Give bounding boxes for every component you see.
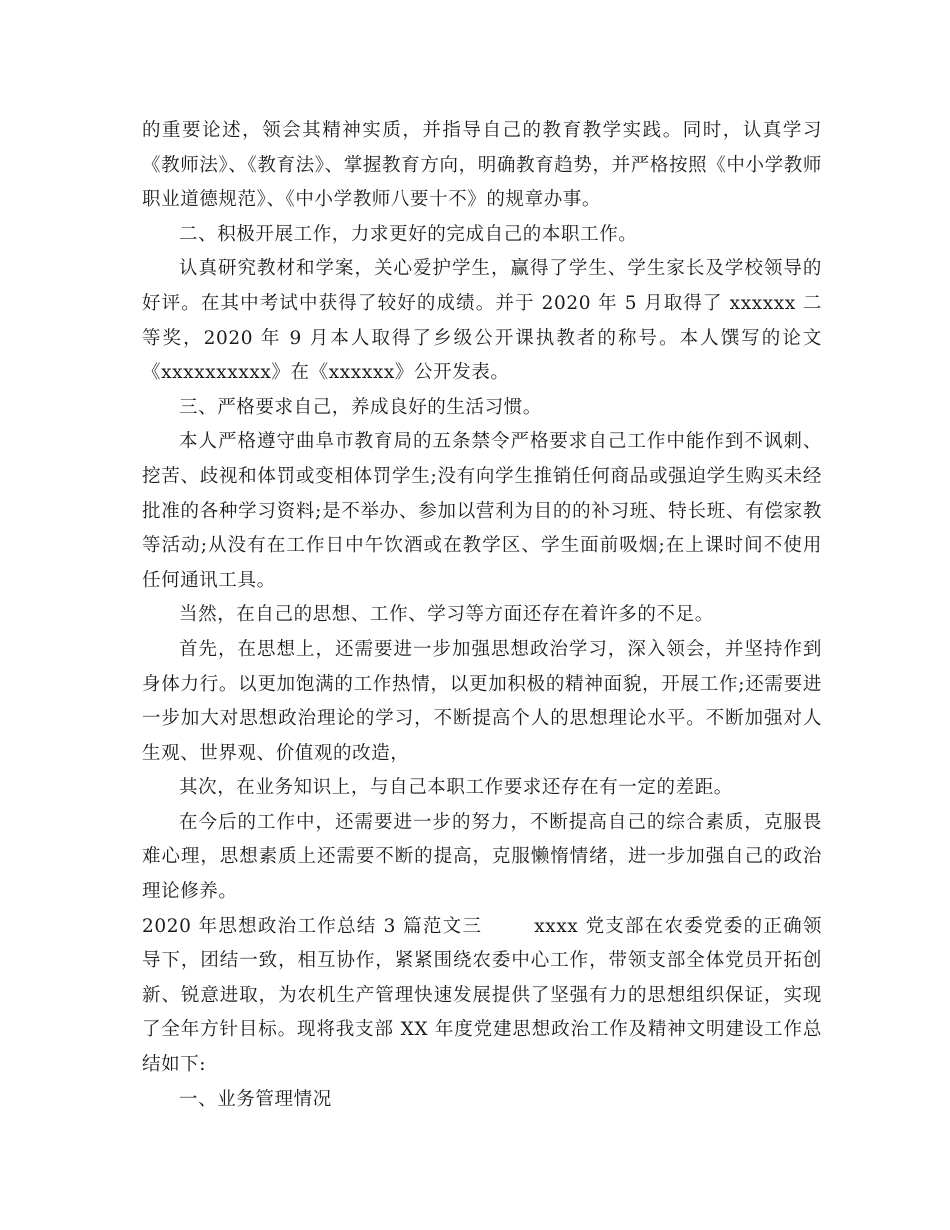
section-heading-two: 二、积极开展工作，力求更好的完成自己的本职工作。 (179, 223, 638, 245)
article-opening: xxxx 党支部在农委党委的正确领导下，团结一致，相互协作，紧紧围绕农委中心工作，带领支部全体党员开拓创新、锐意进取，为农机生产管理快速发展提供了坚强有力的思想组织保证，实现了全年方针目标。现将我支部 XX 年度党建思想政治工作及精神文明建设工作总结如下: (142, 915, 822, 1076)
section-heading-three: 三、严格要求自己，养成良好的生活习惯。 (179, 396, 542, 418)
paragraph-article-three (142, 910, 822, 1083)
section-heading-business: 一、业务管理情况 (179, 1088, 332, 1110)
paragraph-shortcomings: 当然，在自己的思想、工作、学习等方面还存在着许多的不足。 (179, 604, 714, 626)
article-title: 2020 年思想政治工作总结 3 篇范文三 (142, 915, 483, 937)
paragraph-second-point: 其次，在业务知识上，与自己本职工作要求还存在有一定的差距。 (179, 777, 733, 799)
paragraph-achievements: 认真研究教材和学案，关心爱护学生，赢得了学生、学生家长及学校领导的好评。在其中考试中获得了较好的成绩。并于 2020 年 5 月取得了 xxxxxx 二等奖，2020 年 9 月本人取得了乡级公开课执教者的称号。本人馔写的论文《xxxxxxxxxx》在《xxxxxx》公开发表。 (142, 258, 822, 384)
paragraph-intro-continuation: 的重要论述，领会其精神实质，并指导自己的教育教学实践。同时，认真学习《教师法》、《教育法》、掌握教育方向，明确教育趋势，并严格按照《中小学教师职业道德规范》、《中小学教师八要十不》的规章办事。 (142, 120, 822, 211)
document-body (142, 114, 822, 1117)
paragraph-first-point: 首先，在思想上，还需要进一步加强思想政治学习，深入领会，并坚持作到身体力行。以更加饱满的工作热情，以更加积极的精神面貌，开展工作;还需要进一步加大对思想政治理论的学习，不断提高个人的思想理论水平。不断加强对人生观、世界观、价值观的改造， (142, 638, 822, 764)
paragraph-future-work: 在今后的工作中，还需要进一步的努力，不断提高自己的综合素质，克服畏难心理，思想素质上还需要不断的提高，克服懒惰情绪，进一步加强自己的政治理论修养。 (142, 811, 822, 903)
paragraph-discipline: 本人严格遵守曲阜市教育局的五条禁令严格要求自己工作中能作到不讽刺、挖苦、歧视和体罚或变相体罚学生;没有向学生推销任何商品或强迫学生购买未经批准的各种学习资料;是不举办、参加以营利为目的的补习班、特长班、有偿家教等活动;从没有在工作日中午饮酒或在教学区、学生面前吸烟;在上课时间不使用任何通讯工具。 (142, 431, 822, 591)
